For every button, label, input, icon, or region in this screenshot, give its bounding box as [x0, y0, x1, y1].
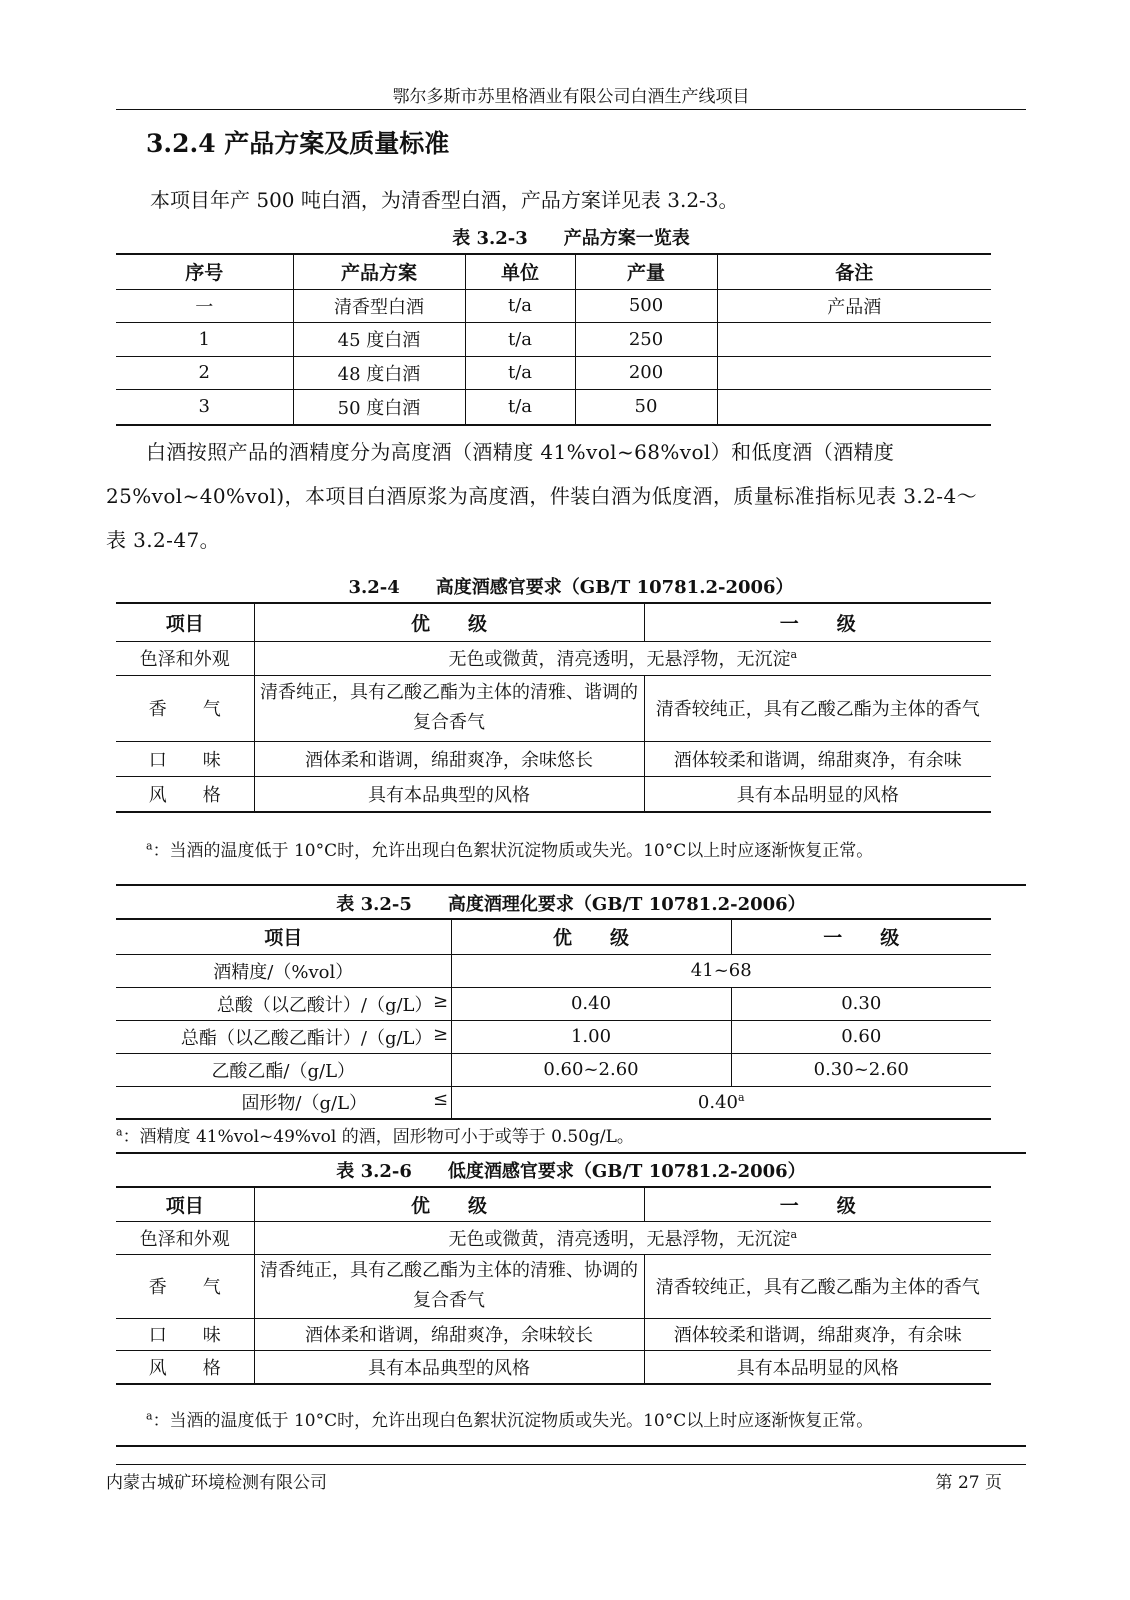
- table2-caption-num: 3.2-4: [348, 577, 400, 598]
- table4-bottom-rule: [116, 1445, 1026, 1447]
- table-cell: t/a: [465, 289, 575, 322]
- table-cell: 口 味: [116, 1318, 254, 1350]
- table-cell: [717, 356, 991, 389]
- col-header: 优 级: [451, 919, 731, 954]
- table3-caption-title: 高度酒理化要求（GB/T 10781.2-2006）: [447, 894, 806, 915]
- table-header-row: [116, 919, 991, 954]
- table-row: [116, 1221, 991, 1254]
- table-cell: 48 度白酒: [293, 356, 465, 389]
- table-cell: 0.30~2.60: [731, 1053, 991, 1086]
- table-row: [116, 675, 991, 741]
- quality-paragraph: [106, 430, 1006, 562]
- table-cell: 500: [575, 289, 717, 322]
- footnote-marker: a: [790, 1227, 798, 1241]
- col-header: 产量: [575, 254, 717, 289]
- table-row: [116, 954, 991, 987]
- table-cell: 色泽和外观: [116, 641, 254, 675]
- table-cell: 0.30: [731, 987, 991, 1020]
- paragraph-line: 表 3.2-47。: [106, 528, 220, 552]
- table-cell: [116, 1086, 451, 1119]
- col-header: 一 级: [644, 603, 991, 641]
- table-cell: 0.40: [451, 987, 731, 1020]
- cell-text: 无色或微黄，清亮透明，无悬浮物，无沉淀: [448, 649, 791, 670]
- table-cell: 3: [198, 396, 210, 418]
- table4-footnote: [146, 1406, 873, 1431]
- table-row: [116, 356, 991, 389]
- table-row: [116, 987, 991, 1020]
- table-cell: 具有本品明显的风格: [644, 1350, 991, 1384]
- table-cell: 风 格: [148, 1357, 221, 1379]
- table4-top-rule: [116, 1152, 1026, 1154]
- intro-paragraph: 本项目年产 500 吨白酒，为清香型白酒，产品方案详见表 3.2-3。: [150, 188, 739, 212]
- table-cell: [116, 987, 451, 1020]
- table-cell: 产品酒: [717, 289, 991, 322]
- table2-caption-title: 高度酒感官要求（GB/T 10781.2-2006）: [435, 577, 794, 598]
- table2-footnote: [146, 836, 873, 861]
- comparison-symbol: ≥: [432, 990, 449, 1012]
- low-proof-sensory-table: [116, 1186, 991, 1385]
- col-header: 一 级: [731, 919, 991, 954]
- table-cell: 0.60: [731, 1020, 991, 1053]
- product-plan-table: [116, 253, 991, 426]
- footnote-text: ：酒精度 41%vol~49%vol 的酒，固形物可小于或等于 0.50g/L。: [122, 1127, 634, 1147]
- col-header: 产品方案: [293, 254, 465, 289]
- table-cell: 具有本品典型的风格: [254, 1350, 644, 1384]
- table-cell: t/a: [465, 389, 575, 425]
- footnote-marker: a: [790, 648, 798, 661]
- footnote-marker: a: [738, 1091, 745, 1105]
- table-cell: 清香较纯正，具有乙酸乙酯为主体的香气: [644, 675, 991, 741]
- table-cell-merged: [254, 641, 991, 675]
- table-cell: 一: [116, 289, 293, 322]
- cell-text: 总酯（以乙酸乙酯计）/（g/L）: [180, 1027, 433, 1049]
- table-cell: 200: [575, 356, 717, 389]
- table-cell: 酒体较柔和谐调，绵甜爽净，有余味: [644, 1318, 991, 1350]
- running-header: 鄂尔多斯市苏里格酒业有限公司白酒生产线项目: [392, 87, 750, 107]
- table-cell: 乙酸乙酯/（g/L）: [116, 1053, 451, 1086]
- table-cell: 酒体柔和谐调，绵甜爽净，余味悠长: [254, 741, 644, 776]
- footnote-marker: a: [146, 839, 153, 853]
- cell-text: 总酸（以乙酸计）/（g/L）: [216, 994, 433, 1016]
- table1-caption-num: 表 3.2-3: [452, 228, 528, 249]
- table-cell-merged: [254, 1221, 991, 1254]
- cell-text: 无色或微黄，清亮透明，无悬浮物，无沉淀: [448, 1228, 791, 1250]
- high-proof-sensory-table: [116, 602, 991, 813]
- table-cell: 酒体较柔和谐调，绵甜爽净，有余味: [644, 741, 991, 776]
- col-header: 优 级: [254, 1187, 644, 1221]
- table-cell: 0.60~2.60: [451, 1053, 731, 1086]
- table4-caption: [116, 1157, 1026, 1183]
- table-cell-merged: 41~68: [451, 954, 991, 987]
- table4-caption-title: 低度酒感官要求（GB/T 10781.2-2006）: [447, 1161, 806, 1182]
- table-header-row: [116, 1187, 991, 1221]
- table-cell: t/a: [465, 322, 575, 356]
- table2-caption: [116, 573, 1026, 599]
- table1-caption: [116, 224, 1026, 250]
- footnote-text: ：当酒的温度低于 10°C时，允许出现白色絮状沉淀物质或失光。10°C以上时应逐渐恢复正常。: [152, 1411, 874, 1431]
- table-cell: 50 度白酒: [293, 389, 465, 425]
- col-header: 序号: [116, 254, 293, 289]
- table-cell: 香 气: [116, 1254, 254, 1318]
- table-cell: 清香较纯正，具有乙酸乙酯为主体的香气: [644, 1254, 991, 1318]
- footer-rule: [116, 1464, 1026, 1465]
- table-cell: 香 气: [116, 675, 254, 741]
- table-cell: 清香纯正，具有乙酸乙酯为主体的清雅、协调的复合香气: [254, 1254, 644, 1318]
- table-header-row: [116, 254, 991, 289]
- table-cell: 具有本品明显的风格: [644, 776, 991, 812]
- table-cell: 45 度白酒: [293, 322, 465, 356]
- table-cell: 酒精度/（%vol）: [116, 954, 451, 987]
- table-row: [116, 641, 991, 675]
- table-cell: 1: [116, 322, 293, 356]
- comparison-symbol: ≤: [432, 1089, 449, 1111]
- table-cell: 风 格: [148, 784, 221, 806]
- table-row: [116, 322, 991, 356]
- table-header-row: [116, 603, 991, 641]
- table-cell: 色泽和外观: [116, 1221, 254, 1254]
- col-header: 单位: [465, 254, 575, 289]
- table-cell: 酒体柔和谐调，绵甜爽净，余味较长: [254, 1318, 644, 1350]
- table1-caption-title: 产品方案一览表: [563, 228, 690, 249]
- footnote-marker: a: [146, 1409, 153, 1423]
- section-heading: 3.2.4 产品方案及质量标准: [146, 129, 450, 158]
- table-row: [116, 741, 991, 776]
- paragraph-line: 25%vol~40%vol)，本项目白酒原浆为高度酒，件装白酒为低度酒，质量标准指标见表 3.2-4～: [106, 484, 977, 508]
- table-row: [116, 1086, 991, 1119]
- table-row: [116, 776, 991, 812]
- table-cell-merged: [451, 1086, 991, 1119]
- table-cell: 250: [575, 322, 717, 356]
- header-rule: [116, 109, 1026, 110]
- footnote-marker: a: [116, 1125, 123, 1139]
- table-cell: 清香纯正，具有乙酸乙酯为主体的清雅、谐调的复合香气: [254, 675, 644, 741]
- table-cell: 口 味: [116, 741, 254, 776]
- table-cell: 2: [116, 356, 293, 389]
- table-row: [116, 1350, 991, 1384]
- table-row: [116, 1020, 991, 1053]
- table-cell: 具有本品典型的风格: [254, 776, 644, 812]
- footer-company: 内蒙古城矿环境检测有限公司: [106, 1473, 327, 1493]
- cell-text: 固形物/（g/L）: [241, 1093, 368, 1115]
- col-header: 一 级: [644, 1187, 991, 1221]
- page-number: 第 27 页: [935, 1473, 1002, 1493]
- table-cell: [116, 1020, 451, 1053]
- table-row: [116, 1254, 991, 1318]
- table3-footnote: [116, 1122, 634, 1147]
- col-header: 项目: [116, 603, 254, 641]
- table3-caption-num: 表 3.2-5: [336, 894, 412, 915]
- col-header: 项目: [116, 1187, 254, 1221]
- col-header: 项目: [116, 919, 451, 954]
- col-header: 备注: [717, 254, 991, 289]
- table-row: [116, 289, 991, 322]
- table-row: [116, 1053, 991, 1086]
- table-cell: t/a: [465, 356, 575, 389]
- footnote-text: ：当酒的温度低于 10°C时，允许出现白色絮状沉淀物质或失光。10°C以上时应逐渐恢复正常。: [152, 841, 874, 861]
- table-cell: 1.00: [451, 1020, 731, 1053]
- table3-top-rule: [116, 884, 1026, 886]
- table-cell: [717, 322, 991, 356]
- col-header: 优 级: [254, 603, 644, 641]
- cell-text: 0.40: [697, 1092, 738, 1114]
- table-row: [116, 389, 991, 425]
- table-cell: 50: [575, 389, 717, 425]
- table3-caption: [116, 890, 1026, 916]
- table-row: [116, 1318, 991, 1350]
- table-cell: [717, 389, 991, 425]
- comparison-symbol: ≥: [432, 1023, 449, 1045]
- table-cell: 清香型白酒: [293, 289, 465, 322]
- table4-caption-num: 表 3.2-6: [336, 1161, 412, 1182]
- high-proof-physchem-table: [116, 918, 991, 1120]
- paragraph-line: 白酒按照产品的酒精度分为高度酒（酒精度 41%vol~68%vol）和低度酒（酒精度: [146, 440, 895, 464]
